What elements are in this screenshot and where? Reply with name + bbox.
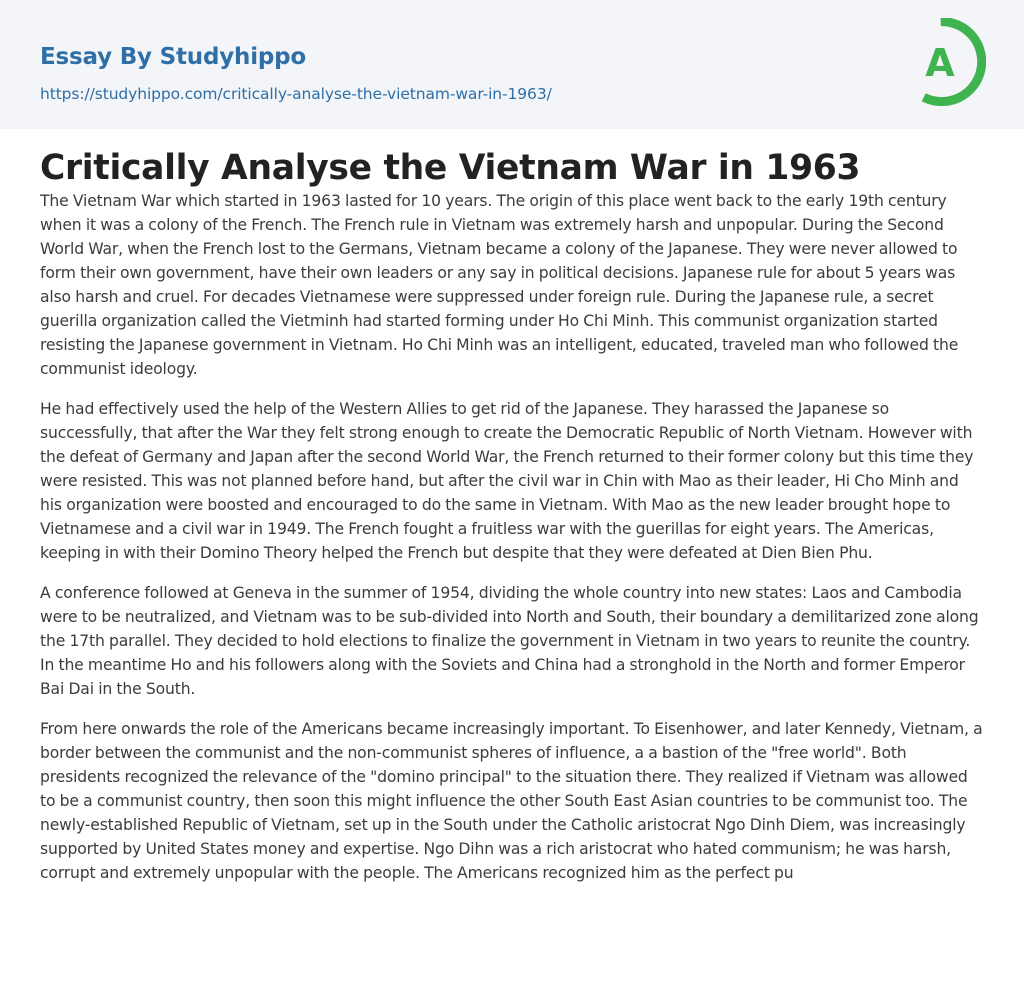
article	[0, 148, 1024, 885]
brand-title[interactable]: Essay By Studyhippo	[40, 44, 307, 70]
article-paragraph: A conference followed at Geneva in the summer of 1954, dividing the whole country into new states: Laos and Cambodia were to be neutralized, and Vietnam was to be sub-divided into North and South, their boundary a demilitarized zone along the 17th parallel. They decided to hold elections to finalize the government in Vietnam in two years to reunite the country. In the meantime Ho and his followers along with the Soviets and China had a stronghold in the North and former Emperor Bai Dai in the South.	[40, 584, 979, 698]
studyhippo-logo-icon[interactable]	[910, 18, 986, 106]
logo-letter: A	[925, 41, 955, 85]
article-title: Critically Analyse the Vietnam War in 1963	[40, 148, 861, 188]
article-paragraph: He had effectively used the help of the Western Allies to get rid of the Japanese. They harassed the Japanese so successfully, that after the War they felt strong enough to create the Democratic Republic of North Vietnam. However with the defeat of Germany and Japan after the second World War, the French returned to their former colony but this time they were resisted. This was not planned before hand, but after the civil war in Chin with Mao as their leader, Hi Cho Minh and his organization were boosted and encouraged to do the same in Vietnam. With Mao as the new leader brought hope to Vietnamese and a civil war in 1949. The French fought a fruitless war with the guerillas for eight years. The Americas, keeping in with their Domino Theory helped the French but despite that they were defeated at Dien Bien Phu.	[40, 400, 974, 562]
article-paragraph: The Vietnam War which started in 1963 lasted for 10 years. The origin of this place went back to the early 19th century when it was a colony of the French. The French rule in Vietnam was extremely harsh and unpopular. During the Second World War, when the French lost to the Germans, Vietnam became a colony of the Japanese. They were never allowed to form their own government, have their own leaders or any say in political decisions. Japanese rule for about 5 years was also harsh and cruel. For decades Vietnamese were suppressed under foreign rule. During the Japanese rule, a secret guerilla organization called the Vietminh had started forming under Ho Chi Minh. This communist organization started resisting the Japanese government in Vietnam. Ho Chi Minh was an intelligent, educated, traveled man who followed the communist ideology.	[40, 192, 959, 378]
site-header	[0, 0, 1024, 129]
article-paragraph: From here onwards the role of the Americans became increasingly important. To Eisenhower, and later Kennedy, Vietnam, a border between the communist and the non-communist spheres of influence, a a bastion of the "free world". Both presidents recognized the relevance of the "domino principal" to the situation there. They realized if Vietnam was allowed to be a communist country, then soon this might influence the other South East Asian countries to be communist too. The newly-established Republic of Vietnam, set up in the South under the Catholic aristocrat Ngo Dinh Diem, was increasingly supported by United States money and expertise. Ngo Dihn was a rich aristocrat who hated communism; he was harsh, corrupt and extremely unpopular with the people. The Americans recognized him as the perfect pu	[40, 720, 983, 882]
essay-url-link[interactable]: https://studyhippo.com/critically-analyse-the-vietnam-war-in-1963/	[40, 85, 552, 103]
